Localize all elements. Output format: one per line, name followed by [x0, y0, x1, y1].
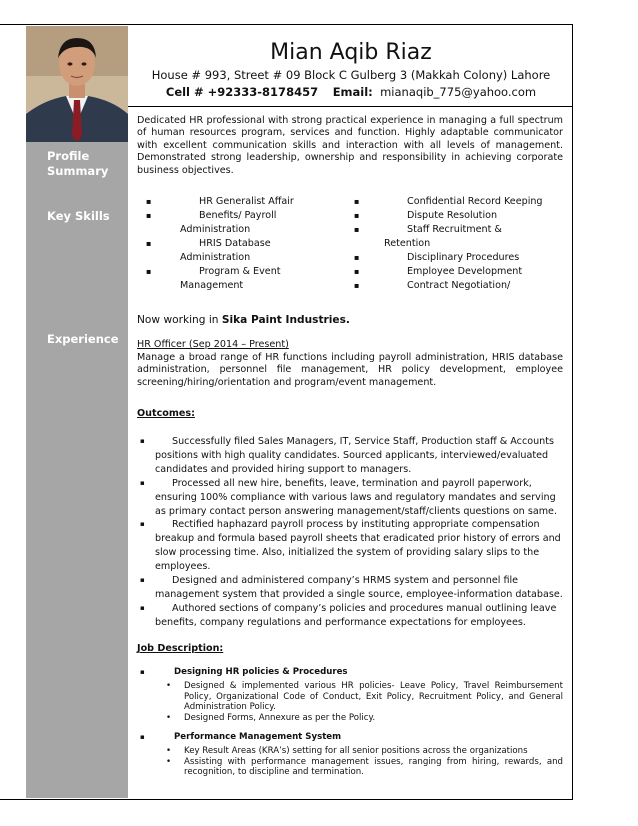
- job-description-heading: Job Description:: [137, 643, 224, 654]
- skill-item: ▪ Disciplinary Procedures: [354, 252, 520, 263]
- bullet-icon: ▪: [146, 239, 152, 248]
- candidate-address: House # 993, Street # 09 Block C Gulberg 3 (Makkah Colony) Lahore: [151, 68, 551, 82]
- skill-item: ▪ Contract Negotiation/: [354, 280, 511, 291]
- job-section: [137, 732, 563, 778]
- header-divider: [128, 106, 572, 107]
- job-section-item: • Designed Forms, Annexure as per the Policy.: [166, 713, 376, 724]
- email-label: Email:: [332, 85, 373, 99]
- role-description: Manage a broad range of HR functions including payroll administration, HRIS database administration, personnel file management, HR policy development, employee screening/hiring/orientation and program/event management.: [137, 352, 563, 388]
- job-section-item: • Assisting with performance management issues, ranging from hiring, rewards, and recognition, to discipline and termination.: [166, 756, 563, 778]
- job-section-item: • Key Result Areas (KRA’s) setting for all senior positions across the organizations: [166, 745, 528, 756]
- skill-item: ▪ Confidential Record Keeping: [354, 196, 543, 207]
- outcome-item: ▪ Rectified haphazard payroll process by instituting appropriate compensation breakup and formula based payroll sheets that eradicated prior history of errors and slow processing time. Also, initialized the system of providing salary slips to the employees.: [140, 519, 561, 573]
- cell-number: Cell # +92333-8178457: [165, 85, 319, 99]
- company-name: Sika Paint Industries.: [221, 314, 350, 326]
- skill-item: ▪ Dispute Resolution: [354, 210, 498, 221]
- skill-item: ▪ HRIS Database Administration: [146, 238, 271, 263]
- bullet-icon: ▪: [146, 267, 152, 276]
- skills-left-column: [137, 195, 337, 293]
- outcomes-heading: Outcomes:: [137, 408, 195, 419]
- bullet-icon: ▪: [140, 576, 145, 585]
- bullet-dot-icon: •: [166, 745, 172, 756]
- bullet-icon: ▪: [354, 211, 360, 220]
- bullet-icon: ▪: [146, 197, 152, 206]
- bullet-icon: ▪: [354, 267, 360, 276]
- bullet-icon: ▪: [140, 732, 145, 741]
- bullet-icon: ▪: [146, 211, 152, 220]
- candidate-name: Mian Aqib Riaz: [270, 40, 432, 65]
- profile-photo: [26, 26, 128, 142]
- outcome-item: ▪ Designed and administered company’s HRMS system and personnel file management system that provided a single source, employee-information database.: [140, 575, 563, 600]
- bullet-icon: ▪: [140, 668, 145, 676]
- sidebar-profile-summary-label: Profile Summary: [47, 149, 109, 178]
- skill-item: ▪ Employee Development: [354, 266, 523, 277]
- skill-item: ▪ Program & Event Management: [146, 266, 281, 291]
- bullet-icon: ▪: [140, 478, 145, 487]
- outcome-item: ▪ Authored sections of company’s policies and procedures manual outlining leave benefits, company regulations and performance expectations for employees.: [140, 602, 557, 628]
- bullet-dot-icon: •: [166, 756, 172, 767]
- bullet-icon: ▪: [354, 197, 360, 206]
- bullet-icon: ▪: [140, 603, 145, 612]
- bullet-icon: ▪: [354, 253, 360, 262]
- skill-item: ▪ Staff Recruitment & Retention: [354, 224, 502, 249]
- contact-line: [136, 85, 566, 99]
- job-description-list: [137, 667, 563, 786]
- bullet-icon: ▪: [354, 281, 360, 290]
- job-section: [137, 667, 563, 724]
- email-address[interactable]: mianaqib_775@yahoo.com: [380, 85, 537, 99]
- outcome-item: ▪ Processed all new hire, benefits, leave, termination and payroll paperwork, ensuring 100% compliance with various laws and regulatory mandates and serving as primary contact person answering management/staff/clients questions on same.: [140, 477, 557, 517]
- sidebar-key-skills-label: Key Skills: [47, 209, 110, 223]
- skills-right-column: [345, 195, 565, 293]
- current-employment: Now working in Sika Paint Industries.: [137, 314, 350, 326]
- profile-summary-text: Dedicated HR professional with strong practical experience in managing a full spectrum of human resources program, services and function. Highly adaptable communicator with excellent communication skills and interaction with all levels of management. Demonstrated strong leadership, ownership and responsibility in achieving corporate business objectives.: [137, 115, 563, 176]
- bullet-icon: ▪: [140, 437, 145, 445]
- job-section-heading: ▪ Designing HR policies & Procedures: [140, 667, 348, 677]
- role-title: HR Officer (Sep 2014 – Present): [137, 339, 289, 350]
- bullet-dot-icon: •: [166, 680, 172, 691]
- skill-item: ▪ HR Generalist Affair: [146, 196, 294, 207]
- bullet-icon: ▪: [140, 520, 145, 529]
- bullet-icon: ▪: [354, 225, 360, 234]
- job-section-item: • Designed & implemented various HR policies- Leave Policy, Travel Reimbursement Policy, Organizational Code of Conduct, Exit Policy, Recruitment Policy, and General Administration Policy.: [166, 680, 563, 713]
- bullet-dot-icon: •: [166, 713, 172, 724]
- skill-item: ▪ Benefits/ Payroll Administration: [146, 210, 277, 235]
- sidebar-experience-label: Experience: [47, 332, 119, 346]
- job-section-heading: ▪ Performance Management System: [140, 731, 342, 742]
- outcome-item: ▪ Successfully filed Sales Managers, IT, Service Staff, Production staff & Accounts positions with high quality candidates. Sourced applicants, interviewed/evaluated candidates and provided hiring support to managers.: [140, 436, 555, 475]
- outcomes-list: [137, 435, 563, 630]
